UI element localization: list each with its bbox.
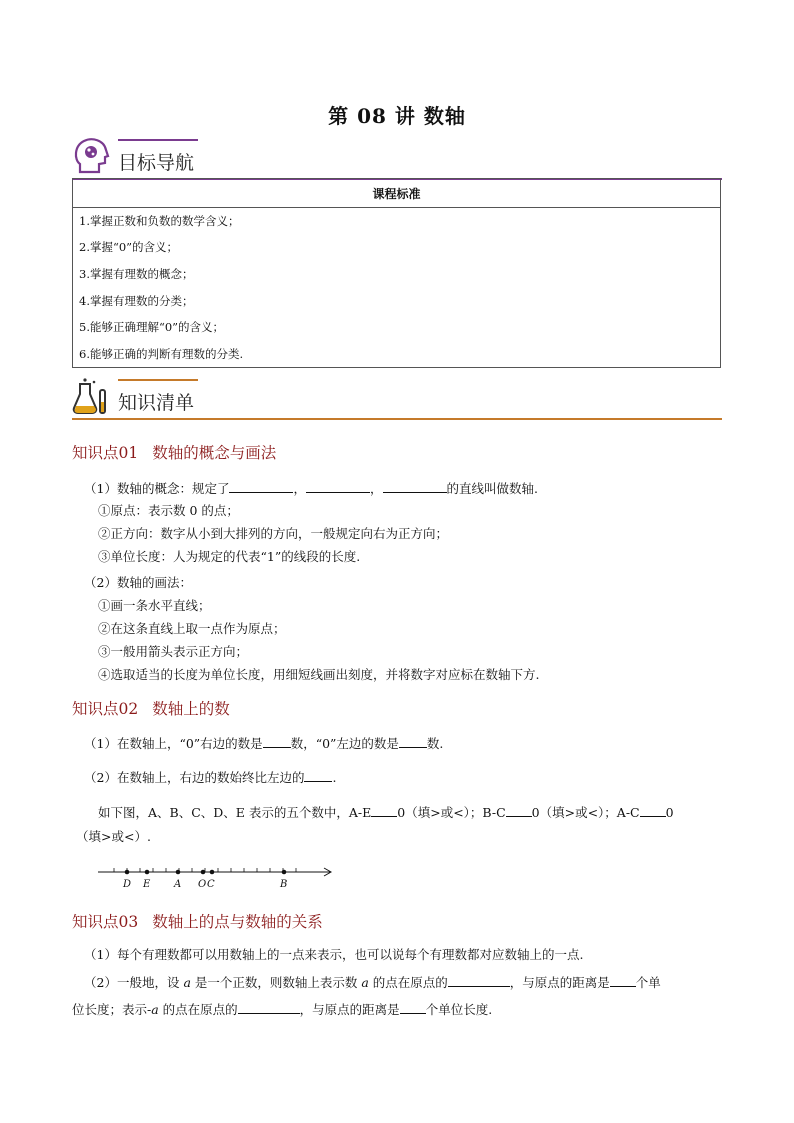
kp3-title: 数轴上的点与数轴的关系 <box>152 913 323 931</box>
table-row: 6.能够正确的判断有理数的分类. <box>79 346 244 361</box>
page-title: 第 08 讲 数轴 <box>328 104 466 128</box>
point-e <box>145 870 150 875</box>
kp1-heading <box>72 441 276 463</box>
point-c <box>210 870 215 875</box>
section-label: 知识清单 <box>118 392 195 414</box>
lab-flask-icon <box>72 376 110 416</box>
kp1-line3: ②正方向：数字从小到大排列的方向，一般规定向右为正方向； <box>98 526 449 541</box>
kp1-line7: ②在这条直线上取一点作为原点； <box>98 621 286 636</box>
point-d <box>125 870 130 875</box>
kp2-line1: （1）在数轴上，“0”右边的数是 数，“0”左边的数是 数. <box>84 736 444 751</box>
kp1-number: 知识点01 <box>72 444 139 462</box>
fill-blank <box>640 803 666 817</box>
fill-blank <box>306 479 370 493</box>
kp3-line1: （1）每个有理数都可以用数轴上的一点来表示，也可以说每个有理数都对应数轴上的一点. <box>84 947 584 962</box>
fill-blank <box>238 1000 300 1014</box>
kp1-line9: ④选取适当的长度为单位长度，用细短线画出刻度，并将数字对应标在数轴下方. <box>98 667 540 682</box>
kp3-heading <box>72 910 323 932</box>
kp3-number: 知识点03 <box>72 913 139 931</box>
fill-blank <box>304 768 332 782</box>
fill-blank <box>229 479 293 493</box>
kp3-line3: 位长度；表示-a 的点在原点的 ，与原点的距离是 个单位长度. <box>72 1002 493 1017</box>
table-row: 2.掌握“0”的含义； <box>79 240 179 255</box>
section-label: 目标导航 <box>118 152 195 174</box>
kp1-line2: ①原点：表示数 0 的点； <box>98 503 239 518</box>
label-e: E <box>143 879 151 890</box>
fill-blank <box>448 973 510 987</box>
fill-blank <box>506 803 532 817</box>
fill-blank <box>400 1000 426 1014</box>
kp1-line5: （2）数轴的画法： <box>84 575 192 590</box>
fill-blank <box>263 734 291 748</box>
number-line-figure <box>98 862 338 892</box>
kp1-line8: ③一般用箭头表示正方向； <box>98 644 249 659</box>
header-accent-line <box>118 139 198 141</box>
kp1-line4: ③单位长度：人为规定的代表“1”的线段的长度. <box>98 549 361 564</box>
kp2-heading <box>72 697 230 719</box>
header-underline <box>72 418 722 420</box>
point-a <box>176 870 181 875</box>
kp2-line4: （填>或<）. <box>76 829 151 844</box>
table-row: 1.掌握正数和负数的数学含义； <box>79 214 240 229</box>
section-header-goals <box>72 136 722 180</box>
kp3-line2: （2）一般地，设 a 是一个正数，则数轴上表示数 a 的点在原点的 ，与原点的距离是 个单 <box>84 975 661 990</box>
point-o <box>201 870 206 875</box>
fill-blank <box>399 734 427 748</box>
fill-blank <box>383 479 447 493</box>
label-a: A <box>174 879 182 890</box>
curriculum-standard-table <box>72 178 721 368</box>
table-row: 5.能够正确理解“0”的含义； <box>79 320 225 335</box>
kp2-line3: 如下图，A、B、C、D、E 表示的五个数中，A-E 0（填>或<）；B-C 0（填>或<）；A-C 0 <box>98 805 674 820</box>
point-b <box>282 870 287 875</box>
fill-blank <box>371 803 397 817</box>
table-header: 课程标准 <box>73 179 721 208</box>
label-o: O <box>198 879 207 890</box>
section-header-knowledge <box>72 376 722 420</box>
table-row: 4.掌握有理数的分类； <box>79 293 194 308</box>
brain-head-icon <box>72 136 110 176</box>
table-row: 3.掌握有理数的概念； <box>79 266 194 281</box>
kp2-title: 数轴上的数 <box>152 700 230 718</box>
header-accent-line <box>118 379 198 381</box>
kp1-title: 数轴的概念与画法 <box>152 444 277 462</box>
kp2-number: 知识点02 <box>72 700 139 718</box>
kp2-line2: （2）在数轴上，右边的数始终比左边的 . <box>84 770 337 785</box>
fill-blank <box>610 973 636 987</box>
kp1-line6: ①画一条水平直线； <box>98 598 211 613</box>
label-d: D <box>123 879 132 890</box>
label-b: B <box>280 879 288 890</box>
label-c: C <box>207 879 215 890</box>
kp1-line1: （1）数轴的概念：规定了 ， ， 的直线叫做数轴. <box>84 481 538 496</box>
